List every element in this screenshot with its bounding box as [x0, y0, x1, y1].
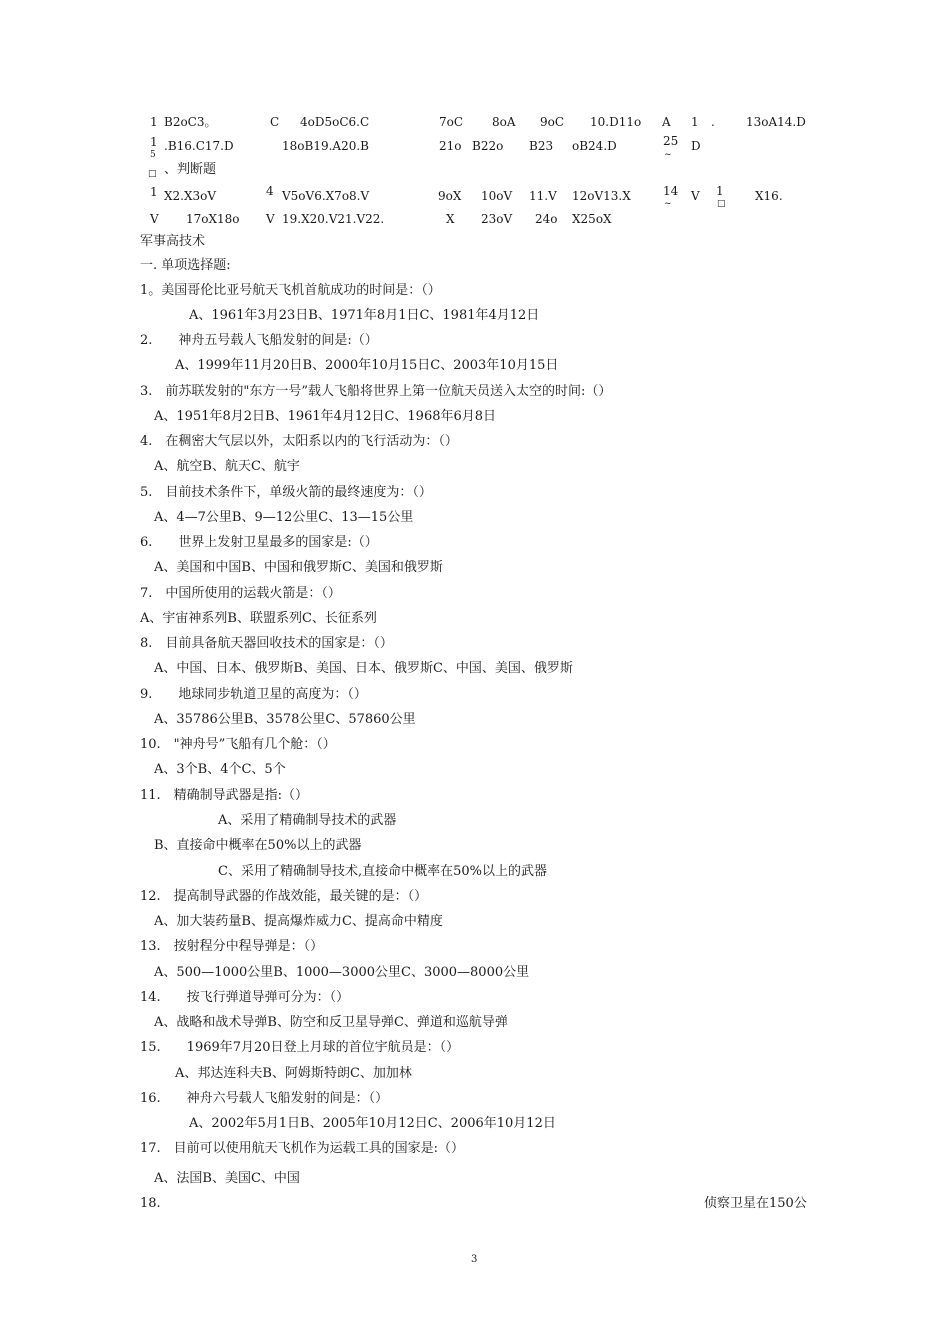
answer-cell: oB24.D [572, 139, 617, 153]
answer-cell: V [691, 189, 700, 203]
answer-cell: 9oC [540, 115, 565, 129]
question-11: 11. 精确制导武器是指:（） [140, 788, 309, 803]
answer-cell: X [446, 212, 455, 226]
question-13: 13. 按射程分中程导弹是：（） [140, 939, 324, 954]
answer-options-2: A、1999年11月20日B、2000年10月15日C、2003年10月15日 [175, 358, 559, 373]
answer-cell: 13oA14.D [746, 115, 806, 129]
answer-cell: 14 [663, 184, 679, 198]
answer-cell: 1 [150, 185, 158, 199]
answer-cell: .B16.C17.D [164, 139, 234, 153]
question-4: 4. 在稠密大气层以外，太阳系以内的飞行活动为：（） [140, 434, 458, 449]
answer-cell: 17oX18o [186, 212, 240, 226]
question-1: 1。美国哥伦比亚号航天飞机首航成功的时间是：（） [140, 283, 441, 298]
answer-cell: 10.D11o [590, 115, 642, 129]
answer-cell: 1 [150, 135, 158, 149]
answer-cell: 24o [535, 212, 558, 226]
question-16: 16. 神舟六号载人飞船发射的间是：（） [140, 1091, 389, 1106]
question-17: 17. 目前可以使用航天飞机作为运载工具的国家是:（） [140, 1141, 465, 1156]
answer-cell: 10oV [481, 189, 513, 203]
question-2: 2. 神舟五号载人飞船发射的间是:（） [140, 333, 378, 348]
judgment-heading: 、判断题 [164, 162, 217, 177]
answer-cell: 8oA [492, 115, 516, 129]
answer-cell: C [270, 115, 280, 129]
question-14: 14. 按飞行弹道导弹可分为：（） [140, 990, 350, 1005]
answer-cell: . [711, 115, 715, 129]
answer-cell: A [662, 115, 671, 129]
answer-options-15: A、邦达连科夫B、阿姆斯特朗C、加加林 [175, 1066, 412, 1081]
answer-option-11b: B、直接命中概率在50%以上的武器 [154, 838, 362, 853]
answer-options-7: A、宇宙神系列B、联盟系列C、长征系列 [140, 611, 377, 626]
answer-mark: ~ [664, 150, 672, 160]
answer-option-11a: A、采用了精确制导技术的武器 [218, 813, 397, 828]
answer-cell: 25 [663, 134, 679, 148]
answer-cell: 1 [691, 115, 699, 129]
answer-cell: 7oC [439, 115, 464, 129]
answer-cell: 4 [266, 184, 274, 198]
answer-cell: 12oV13.X [572, 189, 631, 203]
question-15: 15. 1969年7月20日登上月球的首位宇航员是：（） [140, 1040, 460, 1055]
answer-cell: B23 [529, 139, 554, 153]
answer-cell: X16. [755, 189, 783, 203]
answer-cell: X2.X3oV [164, 189, 217, 203]
answer-options-14: A、战略和战术导弹B、防空和反卫星导弹C、弹道和巡航导弹 [154, 1015, 508, 1030]
question-6: 6. 世界上发射卫星最多的国家是:（） [140, 535, 378, 550]
answer-cell: 9oX [438, 189, 462, 203]
answer-cell: B2oC3。 [164, 115, 217, 129]
question-10: 10. "神舟号”飞船有几个舱：（） [140, 737, 336, 752]
answer-options-12: A、加大装药量B、提高爆炸威力C、提高命中精度 [154, 914, 443, 929]
answer-options-13: A、500—1000公里B、1000—3000公里C、3000—8000公里 [154, 965, 530, 980]
part-heading: 一. 单项选择题: [140, 258, 231, 273]
answer-cell: 1 [150, 115, 158, 129]
answer-cell: V [266, 212, 275, 226]
answer-mark: ~ [664, 199, 672, 209]
answer-mark: 5 [150, 150, 156, 160]
answer-options-3: A、1951年8月2日B、1961年4月12日C、1968年6月8日 [154, 409, 497, 424]
answer-mark: □ [717, 199, 726, 209]
answer-cell: X25oX [572, 212, 612, 226]
answer-cell: B22o [472, 139, 504, 153]
answer-options-16: A、2002年5月1日B、2005年10月12日C、2006年10月12日 [189, 1116, 556, 1131]
answer-cell: V [150, 212, 159, 226]
answer-options-4: A、航空B、航天C、航宇 [154, 459, 300, 474]
answer-options-10: A、3个B、4个C、5个 [154, 762, 286, 777]
answer-cell: 19.X20.V21.V22. [282, 212, 385, 226]
answer-options-17: A、法国B、美国C、中国 [154, 1171, 300, 1186]
heading-mark: □ [148, 169, 157, 179]
answer-options-5: A、4—7公里B、9—12公里C、13—15公里 [154, 510, 414, 525]
answer-option-11c: C、采用了精确制导技术,直接命中概率在50%以上的武器 [218, 864, 547, 879]
answer-cell: D [691, 139, 701, 153]
section-title: 军事高技术 [140, 234, 206, 249]
answer-cell: 23oV [481, 212, 513, 226]
question-18-text: 侦察卫星在150公 [704, 1196, 807, 1211]
page-number: 3 [471, 1254, 478, 1265]
answer-options-9: A、35786公里B、3578公里C、57860公里 [154, 712, 416, 727]
answer-cell: V5oV6.X7o8.V [282, 189, 370, 203]
answer-options-6: A、美国和中国B、中国和俄罗斯C、美国和俄罗斯 [154, 560, 443, 575]
answer-cell: 21o [439, 139, 462, 153]
question-12: 12. 提高制导武器的作战效能，最关键的是：（） [140, 889, 428, 904]
answer-options-8: A、中国、日本、俄罗斯B、美国、日本、俄罗斯C、中国、美国、俄罗斯 [154, 661, 573, 676]
question-3: 3. 前苏联发射的"东方一号”载人飞船将世界上第一位航天员送入太空的时间:（） [140, 384, 612, 399]
answer-cell: 18oB19.A20.B [282, 139, 369, 153]
answer-cell: 4oD5oC6.C [300, 115, 370, 129]
question-8: 8. 目前具备航天器回收技术的国家是：（） [140, 636, 393, 651]
question-18-number: 18. [140, 1196, 161, 1211]
question-5: 5. 目前技术条件下，单级火箭的最终速度为：（） [140, 485, 432, 500]
question-7: 7. 中国所使用的运载火箭是：（） [140, 586, 341, 601]
answer-options-1: A、1961年3月23日B、1971年8月1日C、1981年4月12日 [189, 308, 540, 323]
question-9: 9. 地球同步轨道卫星的高度为：（） [140, 687, 367, 702]
answer-cell: 1 [716, 184, 724, 198]
answer-cell: 11.V [529, 189, 557, 203]
